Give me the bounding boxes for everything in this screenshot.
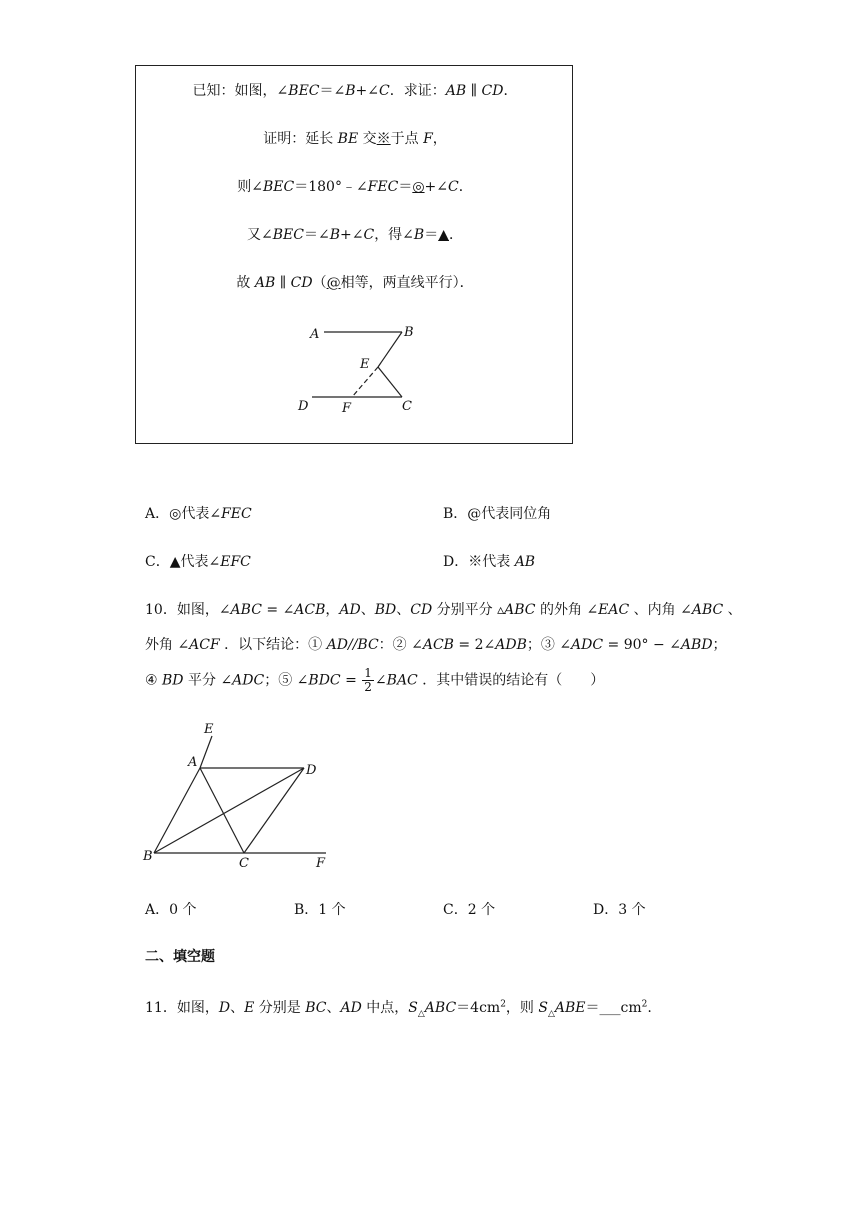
- label-f: F: [316, 856, 326, 871]
- proof-box: [135, 65, 573, 444]
- proof-given-line: 已知：如图，∠BEC＝∠B+∠C．求证：AB ∥ CD．: [192, 83, 518, 99]
- q10-option-c[interactable]: C．2 个: [443, 902, 496, 918]
- q9-option-a[interactable]: A．◎代表∠FEC: [145, 506, 252, 522]
- proof-step-1: 证明：延长 BE 交※于点 F，: [263, 131, 447, 147]
- q10-figure: [140, 718, 340, 873]
- label-c: C: [239, 856, 249, 871]
- proof-figure: [296, 316, 436, 416]
- segment-ec: [378, 367, 402, 397]
- segment-cd: [244, 768, 304, 853]
- segment-ae: [200, 736, 212, 768]
- answer-blank[interactable]: ___: [599, 1000, 621, 1016]
- q10-line-3: ④ BD 平分 ∠ADC；⑤ ∠BDC = $\frac{1}{2}$ ∠BAC ．其中错误的结论有（ ）: [145, 666, 605, 694]
- q10-option-d[interactable]: D．3 个: [593, 902, 646, 918]
- proof-step-3: 又∠BEC＝∠B+∠C，得∠B＝▲．: [247, 227, 463, 243]
- q10-option-a[interactable]: A．0 个: [145, 902, 197, 918]
- label-d: D: [298, 399, 309, 414]
- proof-step-2: 则∠BEC＝180°﹣∠FEC＝◎+∠C．: [237, 179, 473, 195]
- label-f: F: [342, 401, 352, 416]
- label-a: A: [310, 327, 320, 342]
- q10-line-1: 10．如图，∠ABC = ∠ACB，AD、BD、CD 分别平分 ▵ABC 的外角 ∠EAC 、内角 ∠ABC 、: [145, 602, 742, 618]
- q9-option-d[interactable]: D．※代表 AB: [443, 554, 536, 570]
- proof-conclusion: 故 AB ∥ CD（@相等，两直线平行）．: [236, 275, 474, 291]
- q11-text: 11．如图，D、E 分别是 BC、AD 中点，$S_\triangle ABC=4cm^2$，则 $S_\triangle ABE=\_\_\_cm^2$.: [145, 999, 652, 1019]
- q9-option-c[interactable]: C．▲代表∠EFC: [145, 554, 251, 570]
- label-c: C: [402, 399, 412, 414]
- segment-ac: [200, 768, 244, 853]
- label-e: E: [204, 722, 214, 737]
- q10-line-2: 外角 ∠ACF ．以下结论：① AD//BC：② ∠ACB = 2∠ADB；③ ∠ADC = 90° − ∠ABD；: [145, 637, 727, 653]
- segment-be: [378, 332, 402, 367]
- label-d: D: [306, 763, 317, 778]
- q9-option-b[interactable]: B．@代表同位角: [443, 506, 552, 522]
- label-a: A: [188, 755, 198, 770]
- label-b: B: [143, 849, 153, 864]
- section-title: 二、填空题: [145, 949, 215, 965]
- label-b: B: [404, 325, 414, 340]
- q10-option-b[interactable]: B．1 个: [294, 902, 346, 918]
- fraction-one-half: $\frac{1}{2}$: [364, 666, 372, 694]
- label-e: E: [360, 357, 370, 372]
